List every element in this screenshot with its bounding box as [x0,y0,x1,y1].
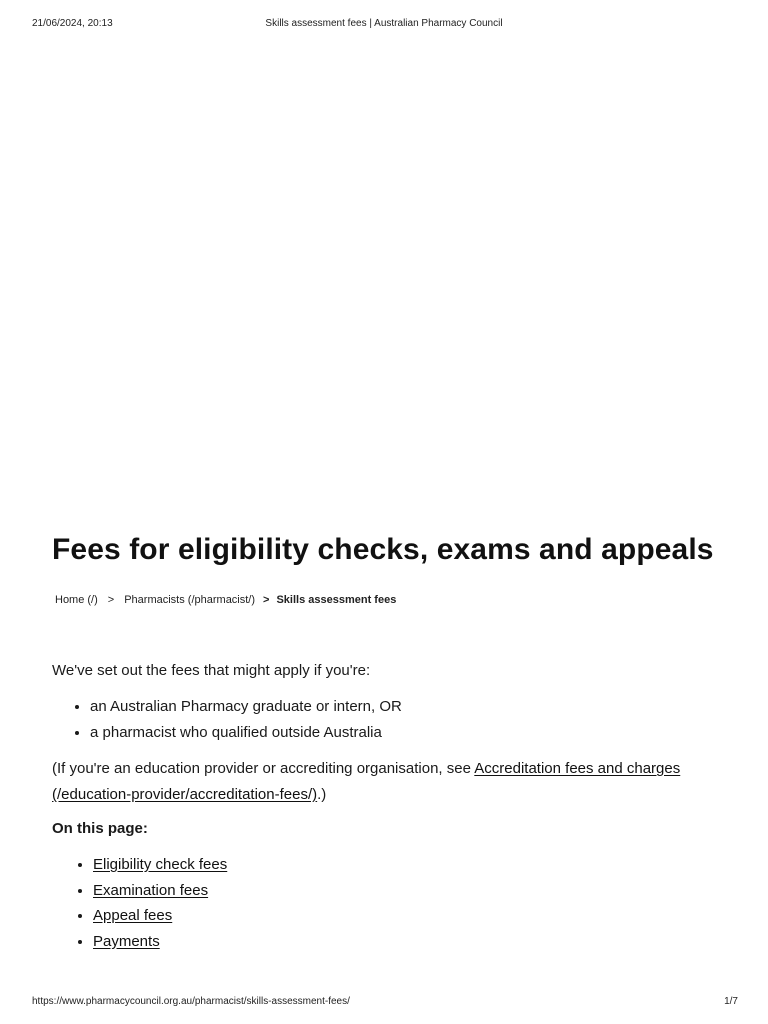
note-prefix: (If you're an education provider or accrediting organisation, see [52,760,475,777]
main-content [52,532,732,954]
breadcrumb-separator: > [107,594,115,606]
toc-item [93,903,732,929]
print-header [0,18,768,32]
breadcrumb-pharmacists-link[interactable]: Pharmacists (/pharmacist/) [124,594,256,606]
note-suffix: .) [317,786,327,803]
eligibility-check-fees-link[interactable]: Eligibility check fees [93,856,228,873]
print-footer [0,996,768,1010]
toc-item [93,852,732,878]
on-this-page-heading: On this page: [52,820,148,837]
list-item: • a pharmacist who qualified outside Australia [90,720,732,746]
print-url: https://www.pharmacycouncil.org.au/pharmacist/skills-assessment-fees/ [32,996,350,1007]
audience-list [52,694,732,746]
breadcrumb-separator: > [263,594,270,606]
breadcrumb-current: Skills assessment fees [276,594,397,606]
list-item: • an Australian Pharmacy graduate or intern, OR [90,694,732,720]
appeal-fees-link[interactable]: Appeal fees [93,907,173,924]
print-page-title: Skills assessment fees | Australian Pharmacy Council [265,18,503,29]
examination-fees-link[interactable]: Examination fees [93,881,209,899]
print-datetime: 21/06/2024, 20:13 [32,18,113,29]
toc-item [93,929,732,955]
page-title: Fees for eligibility checks, exams and appeals [52,533,714,566]
accreditation-note [52,756,732,808]
accreditation-fees-link[interactable]: Accreditation fees and charges (/education-provider/accreditation-fees/) [52,760,681,803]
toc-item [93,878,732,904]
on-this-page-list [52,852,732,954]
breadcrumb [55,594,732,606]
breadcrumb-home-link[interactable]: Home (/) [55,594,98,606]
intro-text: We've set out the fees that might apply if you're: [52,662,371,679]
print-page-number: 1/7 [724,996,738,1007]
payments-link[interactable]: Payments [93,932,160,950]
